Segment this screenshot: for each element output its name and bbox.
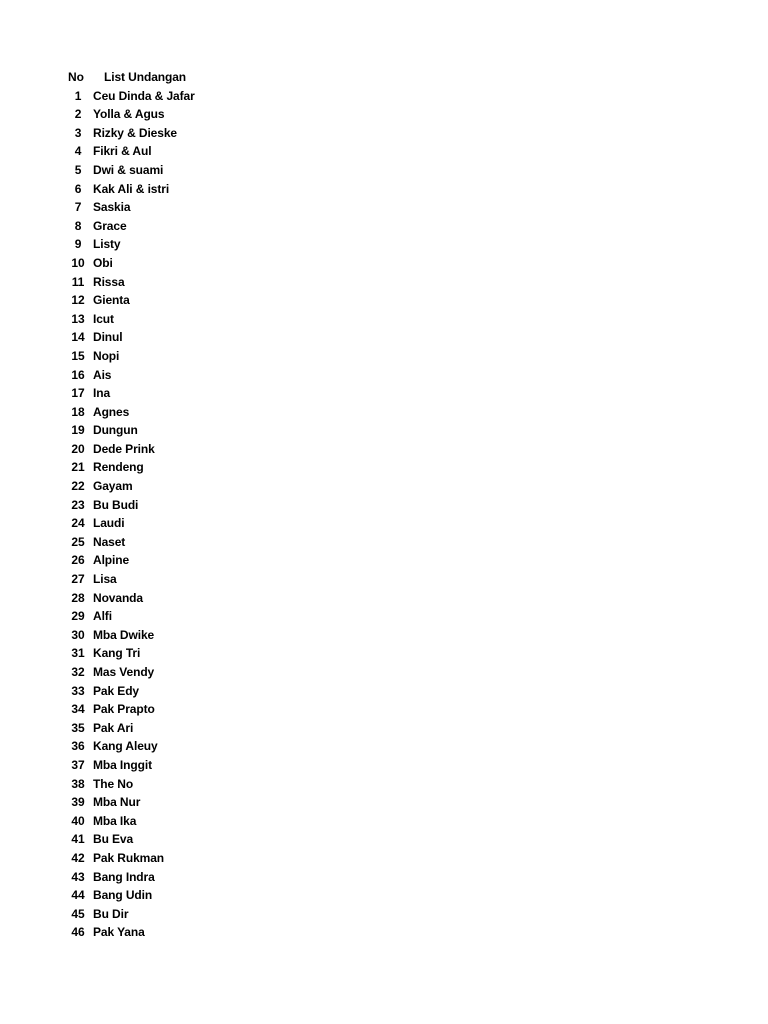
guest-name: Fikri & Aul bbox=[93, 144, 152, 159]
guest-name: Bang Indra bbox=[93, 869, 155, 884]
row-number: 26 bbox=[71, 553, 85, 568]
guest-name: Naset bbox=[93, 534, 126, 549]
row-number: 36 bbox=[71, 739, 85, 754]
guest-name: Rizky & Dieske bbox=[93, 125, 177, 140]
row-number: 9 bbox=[74, 237, 82, 252]
guest-name: Laudi bbox=[93, 516, 125, 531]
row-number: 1 bbox=[74, 88, 82, 103]
guest-name: Dinul bbox=[93, 330, 123, 345]
guest-name: Gienta bbox=[93, 293, 130, 308]
table-row bbox=[66, 161, 195, 180]
table-row bbox=[66, 403, 195, 422]
table-row bbox=[66, 682, 195, 701]
table-row bbox=[66, 923, 195, 942]
row-number: 3 bbox=[74, 125, 82, 140]
guest-name: Rissa bbox=[93, 274, 125, 289]
guest-name: Lisa bbox=[93, 572, 117, 587]
guest-name: Listy bbox=[93, 237, 121, 252]
table-row bbox=[66, 868, 195, 887]
guest-name: Dwi & suami bbox=[93, 162, 164, 177]
table-row bbox=[66, 700, 195, 719]
table-row bbox=[66, 812, 195, 831]
row-number: 44 bbox=[71, 888, 85, 903]
guest-name: Mba Dwike bbox=[93, 627, 155, 642]
row-number: 4 bbox=[74, 144, 82, 159]
row-number: 27 bbox=[71, 572, 85, 587]
row-number: 35 bbox=[71, 720, 85, 735]
guest-name: Bu Budi bbox=[93, 497, 139, 512]
table-row bbox=[66, 235, 195, 254]
table-row bbox=[66, 663, 195, 682]
guest-name: Pak Prapto bbox=[93, 702, 155, 717]
guest-name: Icut bbox=[93, 311, 114, 326]
row-number: 43 bbox=[71, 869, 85, 884]
guest-name: Rendeng bbox=[93, 460, 144, 475]
row-number: 8 bbox=[74, 218, 82, 233]
guest-name: Yolla & Agus bbox=[93, 107, 165, 122]
table-row bbox=[66, 793, 195, 812]
guest-name: Bu Eva bbox=[93, 832, 134, 847]
guest-name: Ina bbox=[93, 386, 111, 401]
row-number: 34 bbox=[71, 702, 85, 717]
guest-name: Alfi bbox=[93, 609, 112, 624]
table-row bbox=[66, 644, 195, 663]
guest-list-body bbox=[66, 87, 195, 942]
guest-name: Ais bbox=[93, 367, 112, 382]
guest-name: Gayam bbox=[93, 479, 133, 494]
guest-name: Ceu Dinda & Jafar bbox=[93, 88, 195, 103]
table-row bbox=[66, 198, 195, 217]
header-no: No bbox=[68, 70, 84, 84]
row-number: 14 bbox=[71, 330, 85, 345]
guest-name: Agnes bbox=[93, 404, 130, 419]
table-row bbox=[66, 328, 195, 347]
guest-name: Novanda bbox=[93, 590, 143, 605]
table-row bbox=[66, 737, 195, 756]
guest-name: Pak Edy bbox=[93, 683, 139, 698]
guest-name: Pak Rukman bbox=[93, 850, 165, 865]
row-number: 6 bbox=[74, 181, 82, 196]
guest-name: Grace bbox=[93, 218, 127, 233]
row-number: 21 bbox=[71, 460, 85, 475]
row-number: 37 bbox=[71, 757, 85, 772]
row-number: 39 bbox=[71, 795, 85, 810]
table-row bbox=[66, 458, 195, 477]
table-row bbox=[66, 719, 195, 738]
guest-name: Kang Aleuy bbox=[93, 739, 158, 754]
guest-name: Dede Prink bbox=[93, 441, 155, 456]
header-row bbox=[66, 68, 195, 87]
row-number: 23 bbox=[71, 497, 85, 512]
guest-name: Bu Dir bbox=[93, 906, 129, 921]
table-row bbox=[66, 849, 195, 868]
guest-name: Pak Ari bbox=[93, 720, 134, 735]
table-row bbox=[66, 626, 195, 645]
guest-list-table bbox=[66, 68, 195, 942]
guest-name: Mba Nur bbox=[93, 795, 141, 810]
row-number: 19 bbox=[71, 423, 85, 438]
table-row bbox=[66, 477, 195, 496]
table-row bbox=[66, 775, 195, 794]
guest-name: Alpine bbox=[93, 553, 130, 568]
row-number: 29 bbox=[71, 609, 85, 624]
row-number: 20 bbox=[71, 441, 85, 456]
row-number: 45 bbox=[71, 906, 85, 921]
row-number: 15 bbox=[71, 348, 85, 363]
row-number: 28 bbox=[71, 590, 85, 605]
guest-name: Bang Udin bbox=[93, 888, 153, 903]
header-list-undangan: List Undangan bbox=[104, 70, 187, 84]
table-row bbox=[66, 310, 195, 329]
guest-name: Mba Ika bbox=[93, 813, 137, 828]
row-number: 46 bbox=[71, 925, 85, 940]
guest-name: Dungun bbox=[93, 423, 138, 438]
row-number: 40 bbox=[71, 813, 85, 828]
row-number: 42 bbox=[71, 850, 85, 865]
table-row bbox=[66, 607, 195, 626]
table-row bbox=[66, 291, 195, 310]
table-row bbox=[66, 551, 195, 570]
row-number: 22 bbox=[71, 479, 85, 494]
table-row bbox=[66, 384, 195, 403]
row-number: 25 bbox=[71, 534, 85, 549]
row-number: 2 bbox=[74, 107, 82, 122]
table-row bbox=[66, 440, 195, 459]
row-number: 31 bbox=[71, 646, 85, 661]
table-row bbox=[66, 496, 195, 515]
guest-name: Mas Vendy bbox=[93, 665, 155, 679]
table-row bbox=[66, 756, 195, 775]
table-row bbox=[66, 180, 195, 199]
row-number: 13 bbox=[71, 311, 85, 326]
row-number: 41 bbox=[71, 832, 85, 847]
row-number: 30 bbox=[71, 627, 85, 642]
table-row bbox=[66, 421, 195, 440]
table-row bbox=[66, 533, 195, 552]
guest-name: Pak Yana bbox=[93, 925, 145, 940]
guest-name: Obi bbox=[93, 255, 113, 270]
table-row bbox=[66, 905, 195, 924]
table-row bbox=[66, 142, 195, 161]
row-number: 17 bbox=[71, 386, 85, 401]
table-row bbox=[66, 217, 195, 236]
table-row bbox=[66, 886, 195, 905]
row-number: 10 bbox=[71, 255, 85, 270]
table-row bbox=[66, 570, 195, 589]
table-row bbox=[66, 87, 195, 106]
row-number: 5 bbox=[74, 162, 82, 177]
table-row bbox=[66, 254, 195, 273]
row-number: 24 bbox=[71, 516, 85, 531]
row-number: 12 bbox=[71, 293, 85, 308]
guest-name: Nopi bbox=[93, 348, 120, 363]
row-number: 32 bbox=[71, 665, 85, 679]
row-number: 16 bbox=[71, 367, 85, 382]
row-number: 38 bbox=[71, 776, 85, 791]
guest-name: Kak Ali & istri bbox=[93, 181, 170, 196]
row-number: 33 bbox=[71, 683, 85, 698]
guest-name: Kang Tri bbox=[93, 646, 141, 661]
row-number: 11 bbox=[71, 274, 85, 289]
row-number: 7 bbox=[74, 200, 82, 215]
table-row bbox=[66, 514, 195, 533]
row-number: 18 bbox=[71, 404, 85, 419]
table-row bbox=[66, 105, 195, 124]
guest-name: Mba Inggit bbox=[93, 757, 152, 772]
table-row bbox=[66, 124, 195, 143]
guest-name: Saskia bbox=[93, 200, 131, 215]
table-row bbox=[66, 589, 195, 608]
table-row bbox=[66, 273, 195, 292]
guest-name: The No bbox=[93, 776, 134, 791]
table-row bbox=[66, 347, 195, 366]
table-row bbox=[66, 830, 195, 849]
table-row bbox=[66, 366, 195, 385]
